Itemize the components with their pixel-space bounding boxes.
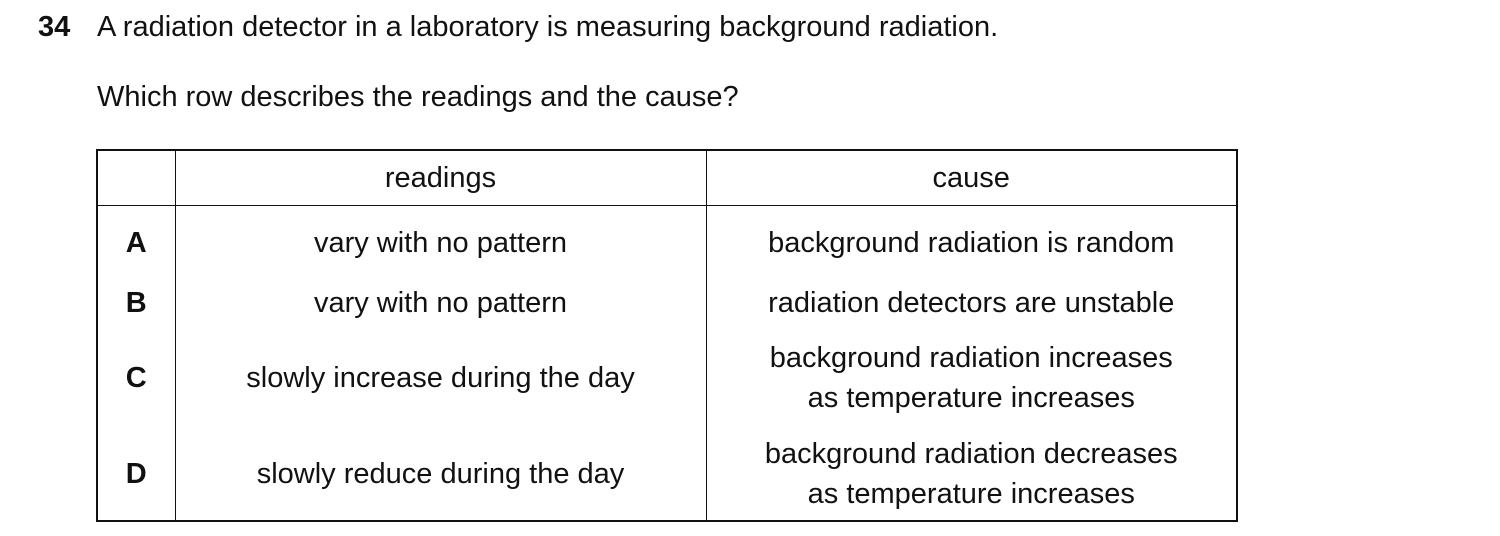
option-letter: A — [125, 227, 147, 259]
header-letter — [97, 150, 175, 206]
option-cause-line: radiation detectors are unstable — [768, 287, 1175, 319]
option-cause-line: background radiation decreases — [764, 438, 1178, 470]
option-letter: D — [125, 458, 147, 490]
option-cause — [706, 428, 1237, 521]
table-row-a — [97, 206, 1237, 279]
option-letter: C — [125, 362, 147, 394]
question-prompt: Which row describes the readings and the cause? — [97, 81, 739, 113]
option-cause-line: as temperature increases — [807, 478, 1135, 510]
table-header-row — [97, 150, 1237, 206]
option-readings: slowly reduce during the day — [175, 428, 706, 521]
table-row-b — [97, 278, 1237, 328]
table-row-d — [97, 428, 1237, 521]
option-readings: vary with no pattern — [175, 278, 706, 328]
header-cause: cause — [706, 150, 1237, 206]
option-readings: slowly increase during the day — [175, 328, 706, 428]
option-cause-line: as temperature increases — [807, 382, 1135, 414]
option-cause — [706, 278, 1237, 328]
question-number: 34 — [38, 11, 71, 43]
option-cause-line: background radiation is random — [768, 227, 1175, 259]
question-stem: A radiation detector in a laboratory is measuring background radiation. — [97, 11, 999, 43]
option-cause — [706, 328, 1237, 428]
option-letter: B — [125, 287, 147, 319]
option-cause-line: background radiation increases — [769, 342, 1173, 374]
table-row-c — [97, 328, 1237, 428]
option-readings: vary with no pattern — [175, 206, 706, 279]
answer-options-table — [96, 149, 1238, 522]
header-readings: readings — [175, 150, 706, 206]
option-cause — [706, 206, 1237, 279]
